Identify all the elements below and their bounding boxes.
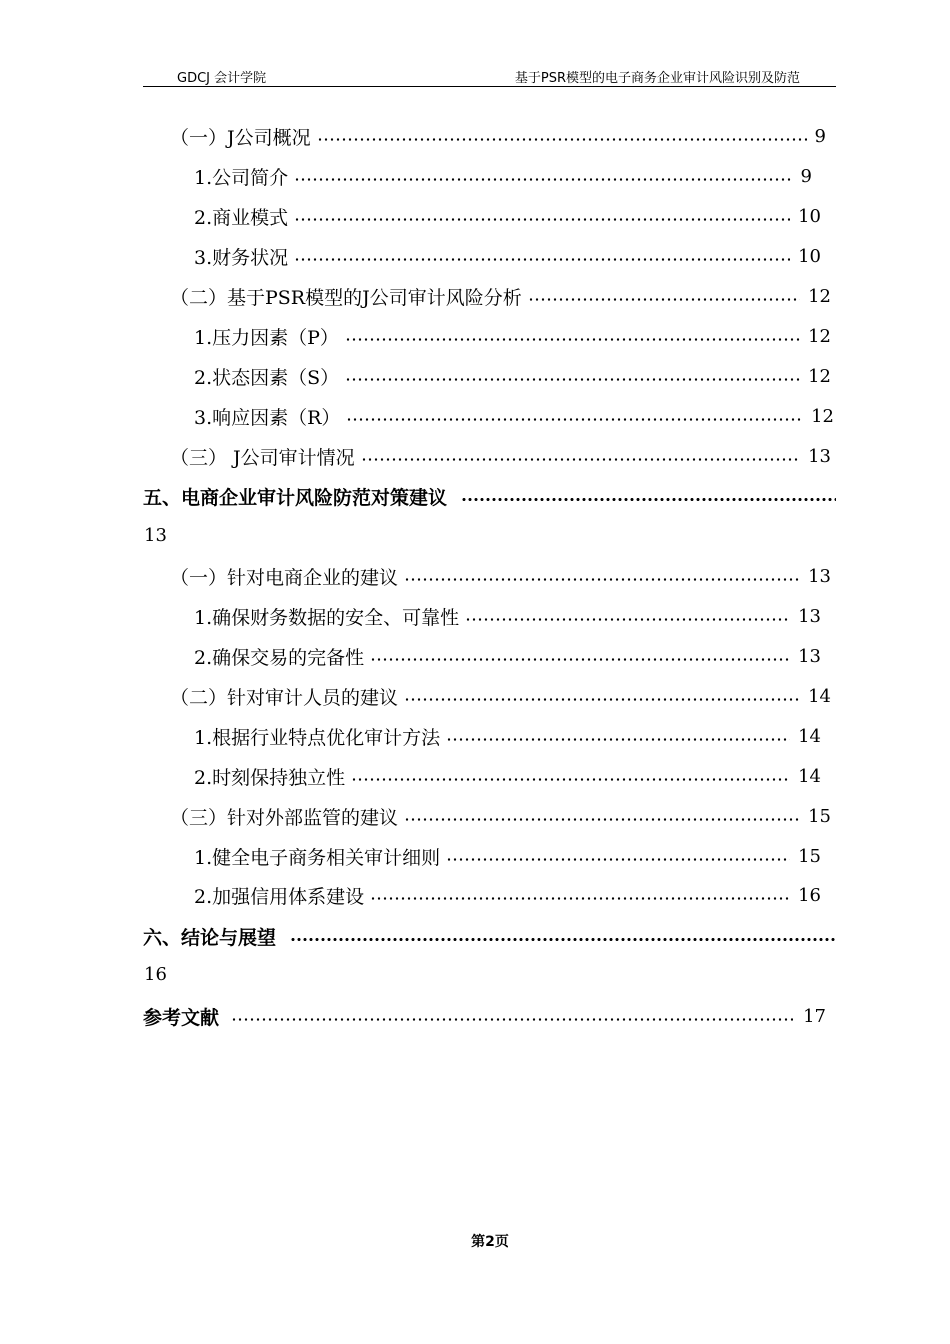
toc-entry-label: 2.时刻保持独立性 <box>194 766 346 789</box>
toc-entry-page: 9 <box>814 125 826 147</box>
toc-entry[interactable] <box>194 163 812 189</box>
header-right: 基于PSR模型的电子商务企业审计风险识别及防范 <box>514 71 800 86</box>
toc-entry-label: 1.压力因素（P） <box>194 326 339 349</box>
toc-leader-dots <box>346 418 803 421</box>
toc-entry-page: 15 <box>808 805 831 827</box>
toc-entry[interactable] <box>194 403 834 429</box>
toc-entry-page: 10 <box>798 245 821 267</box>
toc-entry-label: （二）针对审计人员的建议 <box>170 686 399 709</box>
toc-leader-dots <box>465 618 790 621</box>
toc-entry-label: 1.确保财务数据的安全、可靠性 <box>194 606 460 629</box>
toc-entry-label: 1.根据行业特点优化审计方法 <box>194 726 441 749</box>
toc-entry-page: 16 <box>798 884 821 906</box>
toc-entry[interactable] <box>170 123 826 149</box>
toc-entry-label: （二）基于PSR模型的J公司审计风险分析 <box>170 286 522 309</box>
page-header <box>143 66 836 87</box>
toc-entry-page: 12 <box>808 325 831 347</box>
toc-entry-page: 14 <box>798 765 821 787</box>
page-number: 第2页 <box>471 1234 509 1250</box>
toc-entry-label: 参考文献 <box>143 1006 220 1029</box>
toc-entry-label: 2.商业模式 <box>194 206 289 229</box>
toc-entry[interactable] <box>170 283 831 309</box>
toc-entry-page: 12 <box>808 285 831 307</box>
toc-entry-page: 14 <box>798 725 821 747</box>
toc-entry-page: 17 <box>803 1005 826 1027</box>
toc-leader-dots <box>461 498 836 501</box>
toc-leader-dots <box>404 818 800 821</box>
toc-entry-label: （三） J公司审计情况 <box>170 446 355 469</box>
toc-leader-dots <box>370 897 790 900</box>
toc-entry-label: 3.响应因素（R） <box>194 406 341 429</box>
toc-chapter-entry[interactable] <box>143 1003 826 1029</box>
toc-entry-label: 六、结论与展望 <box>143 926 277 949</box>
toc-entry-page: 10 <box>798 205 821 227</box>
toc-leader-dots <box>370 658 790 661</box>
toc-entry-page: 16 <box>144 964 167 985</box>
toc-entry-label: （三）针对外部监管的建议 <box>170 806 399 829</box>
toc-entry-page: 15 <box>798 845 821 867</box>
toc-leader-dots <box>345 338 800 341</box>
toc-entry-page: 13 <box>144 525 167 546</box>
toc-entry[interactable] <box>170 563 831 589</box>
toc-entry-page: 12 <box>808 365 831 387</box>
toc-entry-label: 五、电商企业审计风险防范对策建议 <box>143 486 448 509</box>
toc-chapter-entry[interactable] <box>143 923 836 949</box>
toc-entry-label: 1.健全电子商务相关审计细则 <box>194 846 441 869</box>
toc-leader-dots <box>294 218 790 221</box>
toc-entry-label: （一）J公司概况 <box>170 126 311 149</box>
toc-entry[interactable] <box>170 683 831 709</box>
toc-entry-page: 13 <box>808 445 831 467</box>
toc-leader-dots <box>404 578 800 581</box>
toc-entry[interactable] <box>170 803 831 829</box>
toc-entry-label: 2.确保交易的完备性 <box>194 646 365 669</box>
toc-entry-page: 13 <box>798 605 821 627</box>
toc-entry[interactable] <box>194 843 821 869</box>
toc-chapter-entry[interactable] <box>143 483 836 509</box>
toc-entry-label: （一）针对电商企业的建议 <box>170 566 399 589</box>
toc-leader-dots <box>361 458 800 461</box>
toc-entry-page: 12 <box>811 405 834 427</box>
toc-entry-label: 1.公司简介 <box>194 166 289 189</box>
toc-entry-label: 2.加强信用体系建设 <box>194 885 365 908</box>
toc-entry-label: 2.状态因素（S） <box>194 366 340 389</box>
toc-entry-page: 14 <box>808 685 831 707</box>
toc-entry[interactable] <box>194 203 821 229</box>
toc-leader-dots <box>404 698 800 701</box>
toc-entry[interactable] <box>194 323 831 349</box>
toc-leader-dots <box>446 858 790 861</box>
toc-leader-dots <box>231 1018 793 1021</box>
toc-entry[interactable] <box>194 363 831 389</box>
header-left: GDCJ 会计学院 <box>177 71 267 86</box>
page-footer <box>0 1231 950 1251</box>
toc-leader-dots <box>294 178 792 181</box>
toc-leader-dots <box>290 938 836 941</box>
toc-entry[interactable] <box>194 723 821 749</box>
toc-leader-dots <box>317 138 807 141</box>
toc-entry[interactable] <box>194 763 821 789</box>
toc-entry[interactable] <box>194 243 821 269</box>
toc-entry-label: 3.财务状况 <box>194 246 289 269</box>
toc-leader-dots <box>294 258 790 261</box>
toc-entry[interactable] <box>170 443 831 469</box>
toc-leader-dots <box>345 378 800 381</box>
toc-entry[interactable] <box>194 643 821 669</box>
toc-entry[interactable] <box>194 882 821 908</box>
toc-entry[interactable] <box>194 603 821 629</box>
toc-leader-dots <box>446 738 790 741</box>
toc-leader-dots <box>351 778 790 781</box>
toc-entry-page: 13 <box>798 645 821 667</box>
toc-leader-dots <box>528 298 800 301</box>
toc-entry-page: 13 <box>808 565 831 587</box>
toc-entry-page: 9 <box>800 165 812 187</box>
